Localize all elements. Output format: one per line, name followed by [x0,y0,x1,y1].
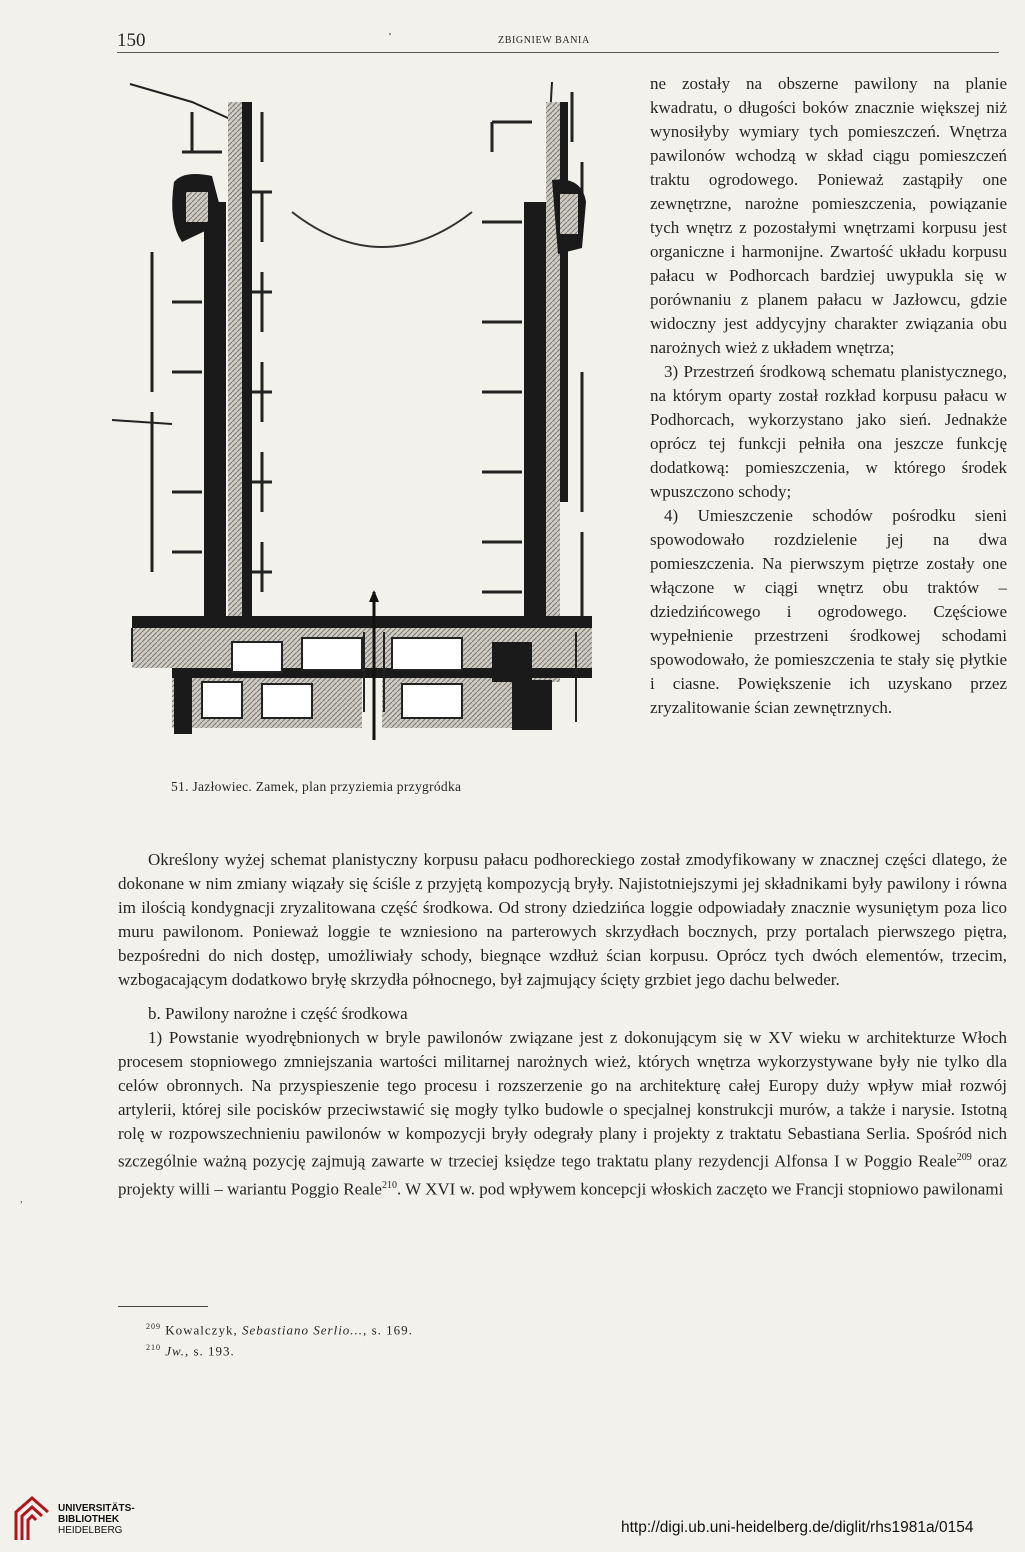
footnote-number: 210 [146,1343,161,1353]
footnote-pages: s. 193. [189,1343,235,1359]
footnote-pages: s. 169. [367,1322,413,1338]
library-name [58,1503,135,1536]
footnote-rule [118,1306,208,1307]
body-text [118,848,1007,1201]
library-name-line: HEIDELBERG [58,1525,123,1536]
paragraph-text: 1) Powstanie wyodrębnionych w bryle pawilonów związane jest z dokonującym się w XV wieku w architekturze Włoch procesem stopniowego zmniejszania wartości militarnej narożnych wież, których wnętrza wykorzystywane były nie tylko dla celów obronnych. Na przyspieszenie tego procesu i rozszerzenie go na architekturę całej Europy duży wpływ miał rozwój artylerii, której sile pocisków przeciwstawić się mogły tylko budowle o specjalnej konstrukcji murów, a także i narysie. Istotną rolę w rozpowszechnieniu pawilonów w kompozycji bryły odegrały plany i projekty z traktatu Sebastiana Serlia. Spośród nich szczególnie ważną pozycję zajmują zawarte w trzeciej księdze tego traktatu plany rezydencji Alfonsa I w Poggio Reale [118,1028,1007,1171]
section-heading: b. Pawilony narożne i część środkowa [148,1004,408,1023]
footnote [146,1318,413,1339]
margin-mark: , [20,1193,23,1205]
print-speck [389,33,391,35]
paragraph: ne zostały na obszerne pawilony na planie kwadratu, o długości boków znacznie większej niż wynosiłyby wymiary tych pomieszczeń. Wnętrza pawilonów wchodzą w skład ciągu pomieszczeń traktu ogrodowego. Ponieważ zastąpiły one zewnętrzne, narożne pomieszczenia, powiązanie tych wnętrz z pozostałymi wnętrzami korpusu jest organiczne i harmonijne. Zwartość układu korpusu pałacu w Podhorcach bardziej uwypukla się w porównaniu z planem pałacu w Jazłowcu, gdzie widoczny jest addycyjny charakter związania obu narożnych wież z układem wnętrza; [650,74,1007,357]
footnote-title: Jw., [165,1343,190,1359]
library-logo-icon [12,1494,52,1544]
paragraph-text: oraz projekty willi – wariantu Poggio Reale [118,1151,1007,1199]
right-column-text [650,72,1007,720]
footnote-author: Kowalczyk, [165,1322,238,1338]
paragraph: 3) Przestrzeń środkową schematu planistycznego, na którym oparty został rozkład korpusu pałacu w Podhorcach, wykorzystano jako sień. Jednakże oprócz tej funkcji pełniła ona jeszcze funkcję dodatkową: pomieszczenia, w którego środek wpuszczono schody; [650,362,1007,501]
library-name-line: UNIVERSITÄTS- [58,1503,135,1514]
floor-plan-figure [112,72,610,760]
footnotes [146,1318,413,1361]
paragraph: 4) Umieszczenie schodów pośrodku sieni spowodowało rozdzielenie jej na dwa pomieszczenia. Na pierwszym piętrze zostały one włączone w ciągi wnętrz obu traktów – dziedzińcowego i ogrodowego. Częściowe wypełnienie przestrzeni środkowej schodami spowodowało, że pomieszczenia te stały się płytkie i ciasne. Powiększenie ich uzyskano przez zryzalitowanie ścian zewnętrznych. [650,506,1007,717]
running-head: ZBIGNIEW BANIA [498,35,590,46]
figure-caption: 51. Jazłowiec. Zamek, plan przyziemia przygródka [171,779,462,794]
footnote-number: 209 [146,1322,161,1331]
footnote-reference: 209 [956,1152,972,1163]
source-url-link[interactable]: http://digi.ub.uni-heidelberg.de/diglit/rhs1981a/0154 [621,1519,974,1536]
library-name-line: BIBLIOTHEK [58,1514,120,1525]
paragraph: Określony wyżej schemat planistyczny korpusu pałacu podhoreckiego został zmodyfikowany w znacznej części dlatego, że dokonane w nim zmiany wiązały się ściśle z przyjętą kompozycją bryły. Najistotniejszymi jej składnikami były pawilony i równa im ilością kondygnacji zryzalitowana część środkowa. Od strony dziedzińca loggie odpowiadały znacznie wysuniętym poza lico muru pawilonom. Ponieważ loggie te wzniesiono na parterowych skrzydłach bocznych, przy portalach pierwszego piętra, bezpośredni do nich dostęp, umożliwiały schody, biegnące wzdłuż ścian korpusu. Oprócz tych dwóch elementów, trzecim, wzbogacającym dodatkowo bryłę skrzydła północnego, był zajmujący ścięty grzbiet jego dachu belweder. [118,850,1007,989]
header-rule [117,52,999,53]
footnote-reference: 210 [381,1179,397,1191]
paragraph [118,1026,1007,1201]
footnote-title: Sebastiano Serlio..., [241,1322,368,1338]
page-number: 150 [117,30,146,51]
paragraph-text: . W XVI w. pod wpływem koncepcji włoskich zaczęto we Francji stopniowo pawilonami [396,1179,1004,1199]
footnote [146,1339,413,1360]
